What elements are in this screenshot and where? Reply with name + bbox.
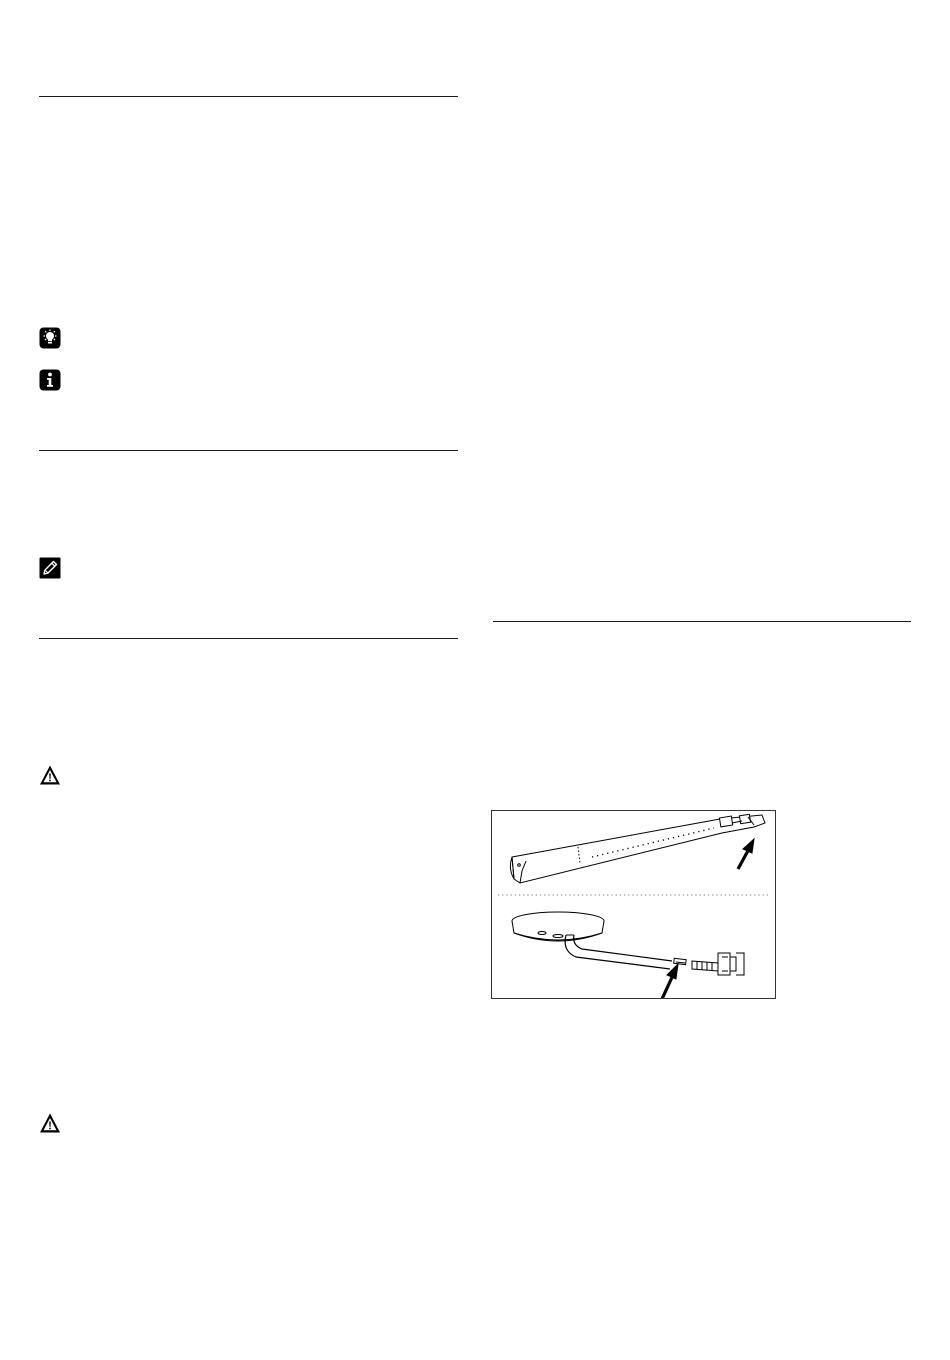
bar-burner-with-arrow [510, 814, 765, 883]
warning-triangle-icon [39, 1112, 61, 1134]
pencil-note-icon [39, 557, 61, 579]
warning-triangle-icon [39, 764, 61, 786]
info-icon [39, 369, 61, 391]
round-burner-with-arrow [512, 912, 744, 998]
section-divider-2 [39, 450, 458, 451]
lightbulb-icon [39, 327, 61, 349]
section-divider-1 [39, 96, 458, 97]
section-divider-4 [493, 621, 911, 622]
burner-assembly-illustration [491, 810, 776, 999]
section-divider-3 [39, 638, 458, 639]
